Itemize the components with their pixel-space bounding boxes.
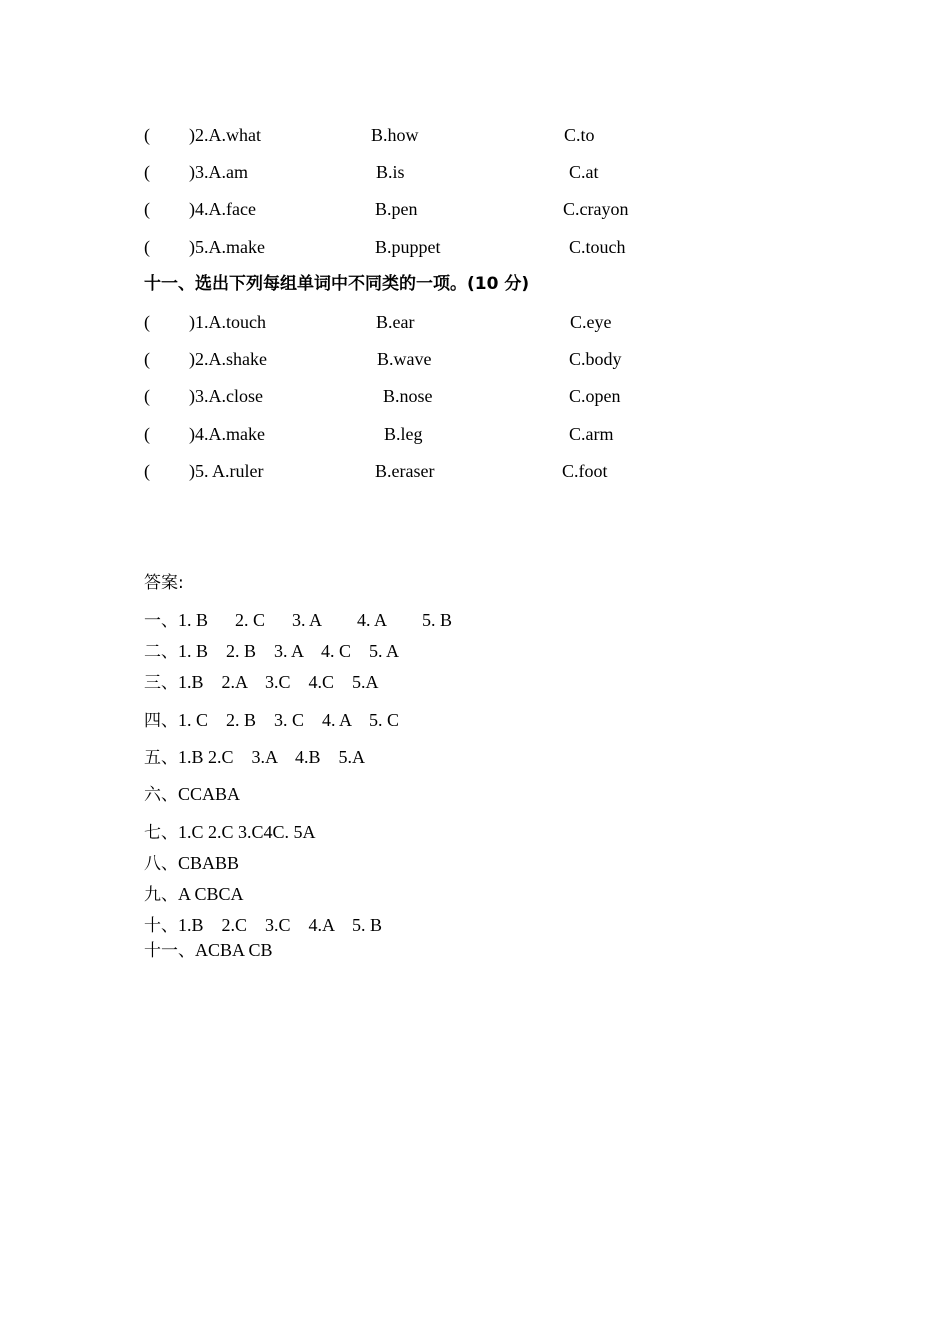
option-b: B.nose (383, 386, 433, 406)
answer-line-1 (144, 609, 452, 632)
option-b: B.eraser (375, 461, 435, 481)
option-b: B.how (371, 125, 419, 145)
option-b: B.ear (376, 312, 415, 332)
option-c: C.crayon (563, 199, 629, 219)
answer-text: A CBCA (178, 884, 244, 904)
answer-paren: ( (144, 237, 150, 257)
answer-text: 1. B 2. B 3. A 4. C 5. A (178, 641, 400, 661)
option-c: C.body (569, 349, 622, 369)
answer-prefix: 三、 (144, 673, 178, 693)
option-a: )5. A.ruler (189, 461, 264, 481)
answer-text: 1.B 2.C 3.A 4.B 5.A (178, 747, 366, 767)
answer-prefix: 四、 (144, 711, 178, 731)
answer-prefix: 六、 (144, 785, 178, 805)
option-a: )3.A.am (189, 162, 248, 182)
answer-prefix: 一、 (144, 611, 178, 631)
answer-paren: ( (144, 424, 150, 444)
answer-line-10 (144, 914, 382, 937)
option-a: )1.A.touch (189, 312, 266, 332)
answer-prefix: 五、 (144, 748, 178, 768)
answer-text: 1.B 2.C 3.C 4.A 5. B (178, 915, 383, 935)
answer-line-4 (144, 709, 399, 732)
option-a: )4.A.face (189, 199, 256, 219)
answer-paren: ( (144, 125, 150, 145)
option-c: C.touch (569, 237, 626, 257)
answer-paren: ( (144, 349, 150, 369)
answer-line-3 (144, 671, 379, 694)
answer-line-9 (144, 883, 244, 906)
answer-prefix: 七、 (144, 823, 178, 843)
answer-line-2 (144, 640, 399, 663)
answer-paren: ( (144, 461, 150, 481)
option-a: )2.A.what (189, 125, 261, 145)
option-b: B.leg (384, 424, 423, 444)
answer-text: 1.C 2.C 3.C4C. 5A (178, 822, 316, 842)
answer-prefix: 十一、 (144, 941, 195, 961)
answer-paren: ( (144, 312, 150, 332)
option-c: C.foot (562, 461, 608, 481)
answer-line-5 (144, 746, 365, 769)
answer-text: ACBA CB (195, 940, 273, 960)
answer-text: 1. C 2. B 3. C 4. A 5. C (178, 710, 400, 730)
option-a: )4.A.make (189, 424, 265, 444)
answer-line-8 (144, 852, 239, 875)
option-c: C.eye (570, 312, 612, 332)
option-c: C.open (569, 386, 621, 406)
answer-prefix: 二、 (144, 642, 178, 662)
option-b: B.wave (377, 349, 432, 369)
answer-line-11 (144, 939, 273, 962)
answer-paren: ( (144, 386, 150, 406)
answer-text: 1.B 2.A 3.C 4.C 5.A (178, 672, 379, 692)
option-c: C.at (569, 162, 599, 182)
section-eleven-heading: 十一、选出下列每组单词中不同类的一项。(10 分) (144, 274, 530, 294)
answer-paren: ( (144, 199, 150, 219)
answer-text: 1. B 2. C 3. A 4. A 5. B (178, 610, 453, 630)
answer-text: CCABA (178, 784, 241, 804)
answer-prefix: 九、 (144, 885, 178, 905)
answer-prefix: 十、 (144, 916, 178, 936)
answers-title: 答案: (144, 573, 184, 593)
answer-prefix: 八、 (144, 854, 178, 874)
answer-line-6 (144, 783, 240, 806)
option-c: C.arm (569, 424, 614, 444)
option-b: B.puppet (375, 237, 441, 257)
answer-line-7 (144, 821, 316, 844)
answer-paren: ( (144, 162, 150, 182)
option-a: )5.A.make (189, 237, 265, 257)
option-a: )2.A.shake (189, 349, 267, 369)
option-a: )3.A.close (189, 386, 263, 406)
answer-text: CBABB (178, 853, 240, 873)
option-b: B.pen (375, 199, 418, 219)
option-c: C.to (564, 125, 595, 145)
option-b: B.is (376, 162, 405, 182)
